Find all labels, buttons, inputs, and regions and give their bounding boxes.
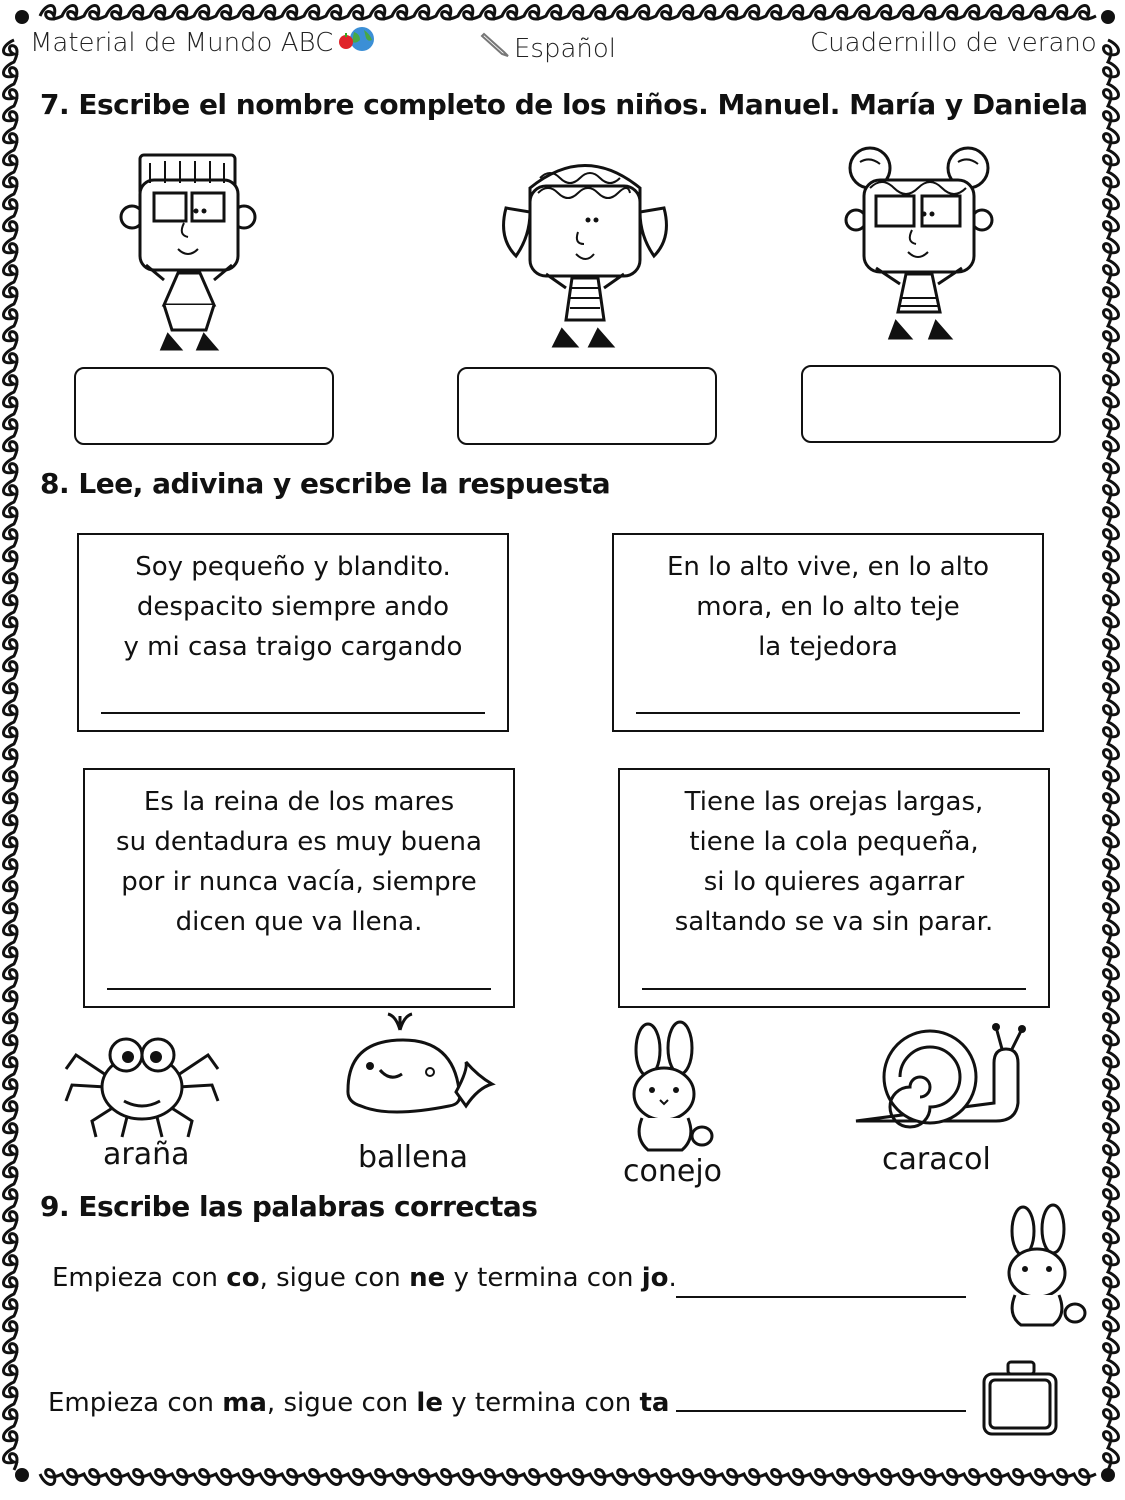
riddle-2-line-3: la tejedora: [758, 632, 898, 662]
pencil-icon: [480, 30, 512, 58]
riddle-box-1: [77, 533, 509, 732]
girl-with-glasses-illustration: [840, 140, 1000, 350]
riddle-1-line-2: despacito siempre ando: [136, 592, 450, 622]
boy-illustration: [120, 145, 260, 355]
whale-illustration: [340, 1010, 500, 1125]
q9-s1-text-g: .: [668, 1263, 677, 1293]
rabbit-illustration: [620, 1022, 720, 1158]
q9-s2-text-a: Empieza con: [48, 1388, 223, 1418]
q9-s1-text-e: y termina con: [445, 1263, 642, 1293]
name-input-box-2[interactable]: [457, 367, 717, 445]
riddle-4-answer-line[interactable]: [642, 988, 1026, 990]
riddle-box-2: [612, 533, 1044, 732]
riddle-3-line-3: por ir nunca vacía, siempre: [121, 867, 477, 897]
riddle-1-line-3: y mi casa traigo cargando: [123, 632, 463, 662]
q9-s1-text-a: Empieza con: [52, 1263, 227, 1293]
riddle-4-line-1: Tiene las orejas largas,: [684, 787, 984, 817]
animal-label-snail: caracol: [882, 1142, 991, 1177]
q7-title: 7. Escribe el nombre completo de los niños. Manuel. María y Daniela: [40, 88, 1088, 121]
girl-illustration: [500, 148, 670, 358]
q9-answer-line-2[interactable]: [676, 1410, 966, 1412]
globe-icon: [336, 24, 378, 54]
q8-title: 8. Lee, adivina y escribe la respuesta: [40, 467, 611, 500]
animal-label-spider: araña: [103, 1137, 190, 1172]
q9-s1-syllable-3: jo: [641, 1263, 669, 1293]
q9-s1-syllable-1: co: [226, 1263, 260, 1293]
riddle-4-line-2: tiene la cola pequeña,: [689, 827, 979, 857]
snail-illustration: [852, 1015, 1032, 1130]
q9-answer-line-1[interactable]: [676, 1296, 966, 1298]
name-input-box-1[interactable]: [74, 367, 334, 445]
riddle-box-4: [618, 768, 1050, 1008]
riddle-1-line-1: Soy pequeño y blandito.: [135, 552, 451, 582]
riddle-3-answer-line[interactable]: [107, 988, 491, 990]
riddle-3-line-4: dicen que va llena.: [175, 907, 423, 937]
header-center: Español: [514, 34, 617, 64]
riddle-2-line-2: mora, en lo alto teje: [696, 592, 960, 622]
riddle-2-answer-line[interactable]: [636, 712, 1020, 714]
riddle-box-3: [83, 768, 515, 1008]
q9-sentence-1: [52, 1263, 677, 1293]
animal-label-whale: ballena: [358, 1140, 468, 1175]
riddle-1-answer-line[interactable]: [101, 712, 485, 714]
q9-s2-syllable-2: le: [416, 1388, 443, 1418]
q9-s1-syllable-2: ne: [409, 1263, 446, 1293]
riddle-4-line-4: saltando se va sin parar.: [674, 907, 994, 937]
name-input-box-3[interactable]: [801, 365, 1061, 443]
q9-sentence-2: [48, 1388, 669, 1418]
riddle-2-line-1: En lo alto vive, en lo alto: [666, 552, 989, 582]
q9-s1-text-c: , sigue con: [259, 1263, 410, 1293]
animal-label-rabbit: conejo: [623, 1154, 723, 1189]
q9-s2-syllable-1: ma: [222, 1388, 267, 1418]
q9-s2-text-e: y termina con: [442, 1388, 640, 1418]
header-left: Material de Mundo ABC: [30, 28, 334, 58]
riddle-3-line-1: Es la reina de los mares: [143, 787, 455, 817]
rabbit-small-illustration: [995, 1205, 1091, 1333]
q9-s2-text-c: , sigue con: [266, 1388, 417, 1418]
header-right: Cuadernillo de verano: [810, 28, 1097, 58]
q9-title: 9. Escribe las palabras correctas: [40, 1190, 538, 1223]
q9-s2-syllable-3: ta: [639, 1388, 670, 1418]
riddle-4-line-3: si lo quieres agarrar: [703, 867, 965, 897]
suitcase-illustration: [980, 1358, 1060, 1438]
riddle-3-line-2: su dentadura es muy buena: [116, 827, 482, 857]
spider-illustration: [62, 1025, 222, 1140]
